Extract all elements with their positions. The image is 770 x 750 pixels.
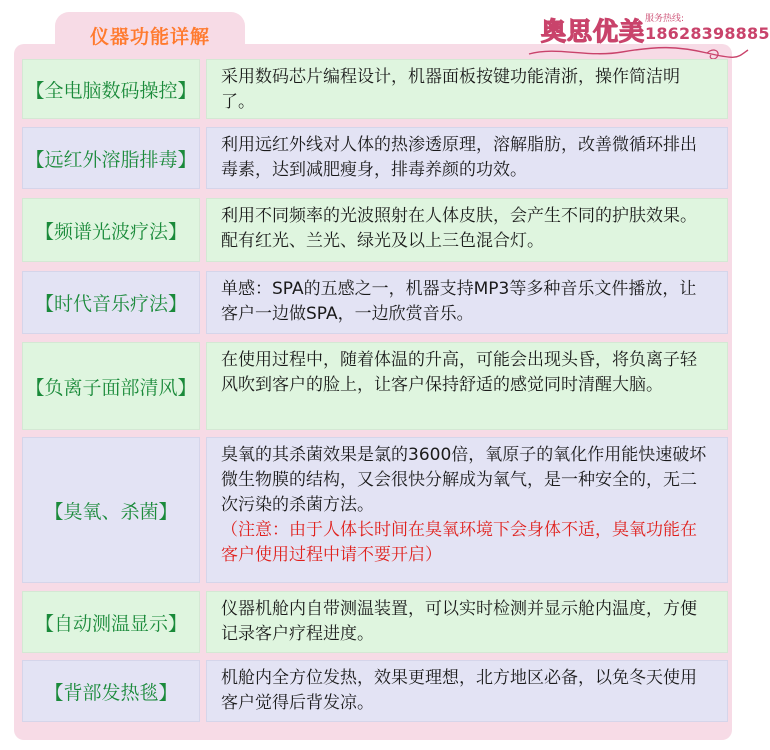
brand-header xyxy=(527,6,770,60)
brand-logo: 奥思优美 xyxy=(541,17,646,46)
feature-row xyxy=(22,198,728,262)
feature-description xyxy=(206,271,728,334)
feature-description-text: 仪器机舱内自带测温装置，可以实时检测并显示舱内温度，方便记录客户疗程进度。 xyxy=(221,599,697,644)
feature-row xyxy=(22,59,728,119)
feature-description xyxy=(206,127,728,189)
feature-description-text: 采用数码芯片编程设计，机器面板按键功能清浙，操作简洁明了。 xyxy=(221,67,680,112)
hotline-phone: 18628398885 xyxy=(645,24,770,43)
feature-label: 【背部发热毯】 xyxy=(22,660,200,722)
feature-row xyxy=(22,591,728,653)
title-tab xyxy=(55,12,245,58)
feature-description xyxy=(206,59,728,119)
feature-description xyxy=(206,342,728,430)
feature-description xyxy=(206,591,728,653)
feature-row xyxy=(22,271,728,334)
feature-description-text: 利用不同频率的光波照射在人体皮肤，会产生不同的护肤效果。配有红光、兰光、绿光及以上三色混合灯。 xyxy=(221,206,697,251)
feature-row xyxy=(22,660,728,722)
feature-description-text: 机舱内全方位发热，效果更理想，北方地区必备，以免冬天使用客户觉得后背发凉。 xyxy=(221,668,697,713)
feature-label: 【时代音乐疗法】 xyxy=(22,271,200,334)
page-title: 仪器功能详解 xyxy=(89,25,210,48)
feature-warning-text: （注意：由于人体长时间在臭氧环境下会身体不适，臭氧功能在客户使用过程中请不要开启） xyxy=(221,520,697,565)
feature-label: 【臭氧、杀菌】 xyxy=(22,437,200,583)
feature-description-text: 臭氧的其杀菌效果是氯的3600倍，氧原子的氧化作用能快速破坏微生物膜的结构，又会很快分解成为氧气，是一种安全的，无二次污染的杀菌方法。 xyxy=(221,445,707,515)
hotline-label: 服务热线: xyxy=(645,14,685,24)
feature-label: 【负离子面部清风】 xyxy=(22,342,200,430)
feature-description-text: 单感：SPA的五感之一，机器支持MP3等多种音乐文件播放，让客户一边做SPA，一边欣赏音乐。 xyxy=(221,279,697,324)
feature-row xyxy=(22,127,728,189)
feature-row xyxy=(22,437,728,583)
feature-label: 【全电脑数码操控】 xyxy=(22,59,200,119)
feature-description xyxy=(206,660,728,722)
feature-label: 【远红外溶脂排毒】 xyxy=(22,127,200,189)
feature-row xyxy=(22,342,728,430)
feature-label: 【自动测温显示】 xyxy=(22,591,200,653)
feature-description-text: 利用远红外线对人体的热渗透原理，溶解脂肪，改善微循环排出毒素，达到减肥瘦身，排毒养颜的功效。 xyxy=(221,135,697,180)
feature-label: 【频谱光波疗法】 xyxy=(22,198,200,262)
feature-description xyxy=(206,437,728,583)
decorative-swirl-icon xyxy=(527,44,750,60)
feature-description-text: 在使用过程中，随着体温的升高，可能会出现头昏，将负离子轻风吹到客户的脸上，让客户保持舒适的感觉同时清醒大脑。 xyxy=(221,350,697,395)
feature-description xyxy=(206,198,728,262)
